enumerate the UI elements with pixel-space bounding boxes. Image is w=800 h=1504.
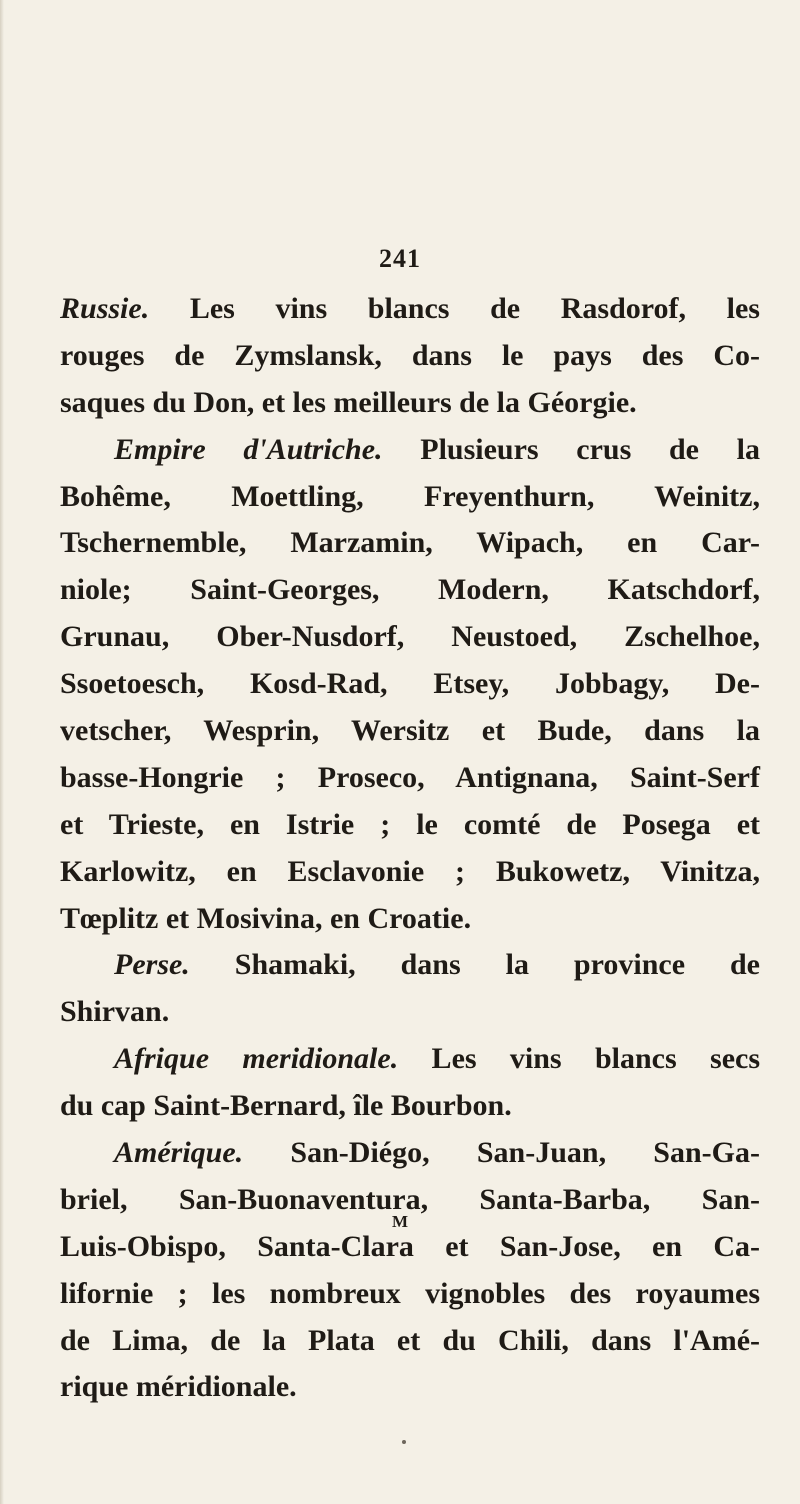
section-heading-italic: Afrique meridionale. [114,1042,399,1076]
section-heading-italic: Empire d'Autriche. [114,432,383,466]
text-line [60,520,760,567]
page-edge-shadow [0,0,4,1504]
text-run: Grunau, Ober-Nusdorf, Neustoed, Zschelhoe, [60,620,760,654]
text-line [60,661,760,708]
text-run: Karlowitz, en Esclavonie ; Bukowetz, Vinitza, [60,854,760,888]
text-run: Shirvan. [60,995,170,1029]
text-run: Plusieurs crus de la [382,432,761,466]
text-run: briel, San-Buonaventura, Santa-Barba, San- [60,1182,760,1216]
text-run: Tœplitz et Mosivina, en Croatie. [60,901,472,935]
text-line [60,942,760,989]
paper-speck [402,1440,406,1444]
text-run: basse-Hongrie ; Proseco, Antignana, Saint-Serf [60,760,760,794]
text-line [60,989,760,1036]
text-run: Luis-Obispo, Santa-Clara et San-Jose, en Ca- [60,1229,760,1263]
text-run: Bohême, Moettling, Freyenthurn, Weinitz, [60,479,760,513]
text-line [60,474,760,521]
text-run: vetscher, Wesprin, Wersitz et Bude, dans la [60,714,760,748]
text-line [60,567,760,614]
text-line [60,1318,760,1365]
text-line [60,380,760,427]
text-line [60,333,760,380]
text-run: Shamaki, dans la province de [189,948,760,982]
section-heading-italic: Perse. [114,948,190,982]
text-line [60,1083,760,1130]
text-run: Tschernemble, Marzamin, Wipach, en Car- [60,526,760,560]
text-line [60,849,760,896]
text-line [60,1271,760,1318]
text-line [60,1130,760,1177]
printer-signature-mark: M [391,1212,409,1231]
text-line [60,286,760,333]
text-run: niole; Saint-Georges, Modern, Katschdorf, [60,573,760,607]
text-run: de Lima, de la Plata et du Chili, dans l'Amé- [60,1323,760,1357]
body-text [60,286,760,1411]
text-line [60,708,760,755]
text-run: du cap Saint-Bernard, île Bourbon. [60,1089,512,1123]
text-run: lifornie ; les nombreux vignobles des royaumes [60,1276,760,1310]
text-line [60,896,760,943]
section-heading-italic: Amérique. [114,1136,244,1170]
text-line [60,427,760,474]
section-heading-italic: Russie. [60,292,150,325]
text-line [60,1364,760,1411]
text-run: rouges de Zymslansk, dans le pays des Co- [60,338,760,372]
text-run: saques du Don, et les meilleurs de la Géorgie. [60,385,637,419]
page-number: 241 [379,244,421,273]
text-run: rique méridionale. [60,1370,297,1404]
text-run: Les vins blancs secs [398,1042,760,1076]
text-line [60,614,760,661]
text-line [60,802,760,849]
text-run: Les vins blancs de Rasdorof, les [149,292,760,325]
text-line [60,755,760,802]
text-line [60,1036,760,1083]
text-run: San-Diégo, San-Juan, San-Ga- [243,1136,760,1170]
text-run: et Trieste, en Istrie ; le comté de Posega et [60,807,760,841]
text-run: Ssoetoesch, Kosd-Rad, Etsey, Jobbagy, De- [60,667,760,701]
